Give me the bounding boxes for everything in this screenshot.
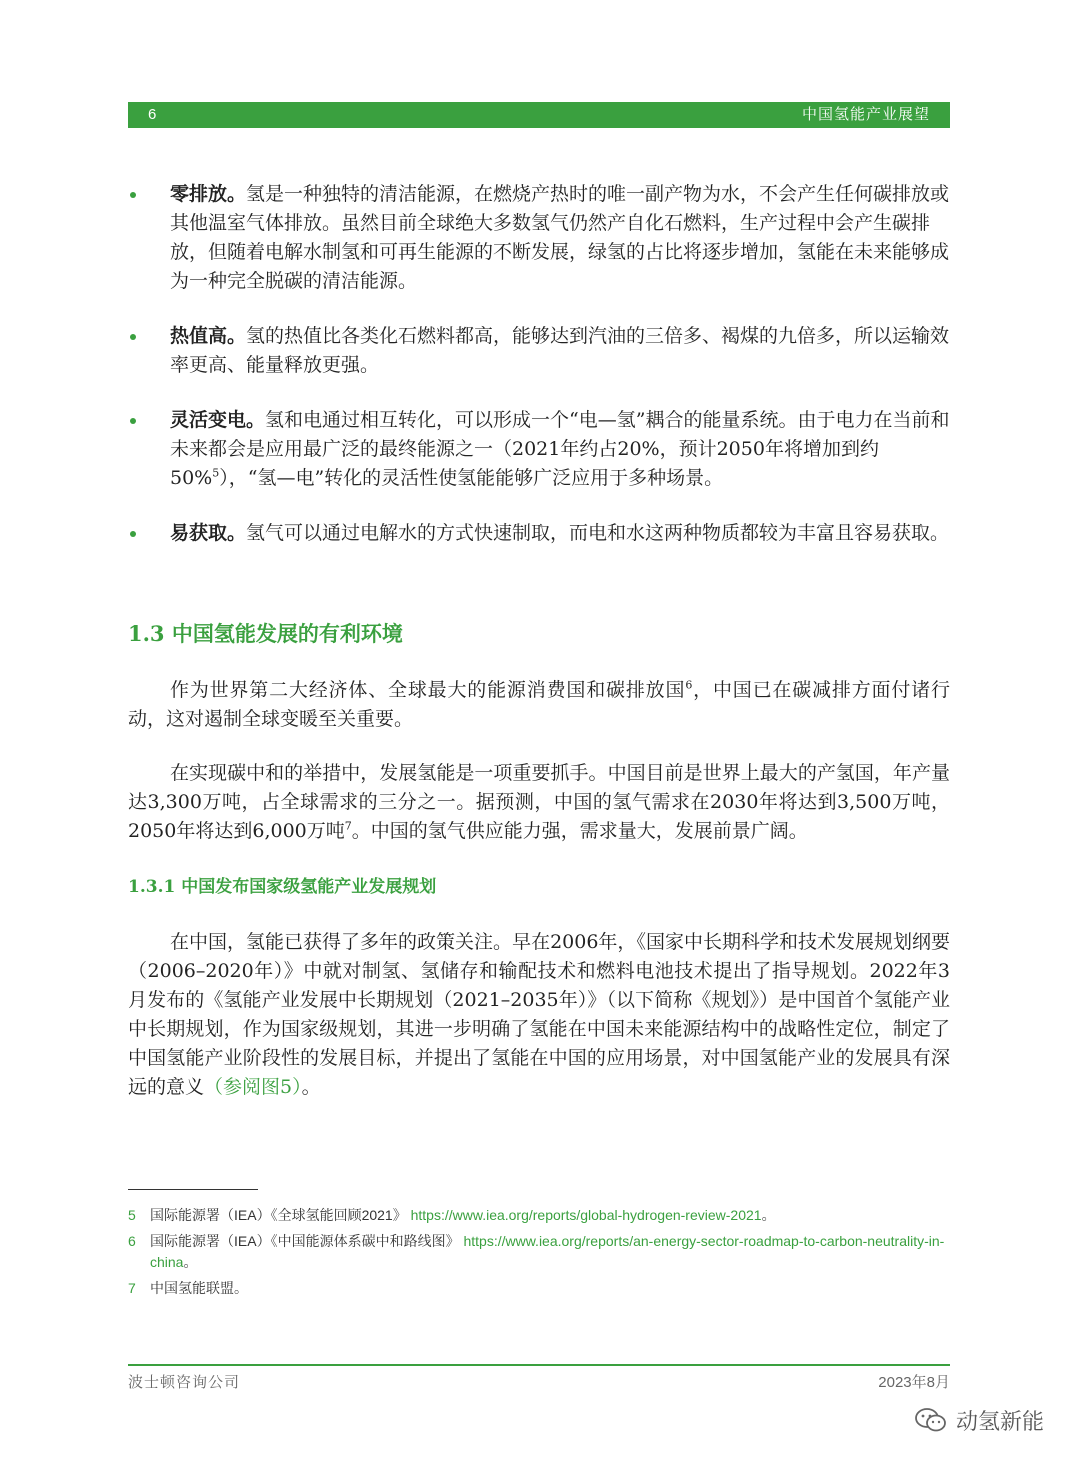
- subsection-heading: 1.3.1 中国发布国家级氢能产业发展规划: [128, 877, 437, 897]
- footnote-number: 6: [128, 1233, 136, 1249]
- footnote-number: 5: [128, 1207, 136, 1223]
- bullet-icon: [130, 418, 136, 424]
- section-heading: 1.3 中国氢能发展的有利环境: [128, 621, 403, 646]
- list-item: [128, 180, 950, 296]
- bullet-term: 易获取。: [170, 522, 247, 544]
- footnote-text: 中国氢能联盟。: [150, 1280, 248, 1296]
- bullet-text-cont: ），“氢—电”转化的灵活性使氢能能够广泛应用于多种场景。: [219, 467, 724, 489]
- footnote-text: 国际能源署（IEA）《中国能源体系碳中和路线图》: [150, 1233, 460, 1249]
- feature-bullet-list: [128, 180, 950, 574]
- wechat-icon: [914, 1406, 948, 1434]
- page-number: 6: [148, 106, 157, 123]
- bullet-text: 氢气可以通过电解水的方式快速制取，而电和水这两种物质都较为丰富且容易获取。: [246, 522, 950, 544]
- footnote-divider: [128, 1189, 258, 1190]
- bullet-icon: [130, 192, 136, 198]
- footnote-url[interactable]: https://www.iea.org/reports/global-hydrogen-review-2021: [410, 1207, 762, 1223]
- paragraph-text-end: 。: [301, 1076, 321, 1098]
- footnote-ref[interactable]: 6: [685, 678, 693, 692]
- running-title: 中国氢能产业展望: [801, 106, 930, 123]
- bullet-text: 氢是一种独特的清洁能源，在燃烧产热时的唯一副产物为水，不会产生任何碳排放或其他温室气体排放。虽然目前全球绝大多数氢气仍然产自化石燃料，生产过程中会产生碳排放，但随着电解水制氢和可再生能源的不断发展，绿氢的占比将逐步增加，氢能在未来能够成为一种完全脱碳的清洁能源。: [170, 183, 950, 292]
- bullet-icon: [130, 334, 136, 340]
- footnote-ref[interactable]: 7: [344, 819, 352, 833]
- paragraph: [128, 928, 950, 1102]
- bullet-text: 氢和电通过相互转化，可以形成一个“电—氢”耦合的能量系统。由于电力在当前和未来都会是应用最广泛的最终能源之一（2021年约占20%，预计2050年将增加到约50%: [170, 409, 950, 489]
- paragraph-text: 在中国，氢能已获得了多年的政策关注。早在2006年，《国家中长期科学和技术发展规划纲要（2006–2020年）》中就对制氢、氢储存和输配技术和燃料电池技术提出了指导规划。2022年3月发布的《氢能产业发展中长期规划（2021–2035年）》（以下简称《规划》）是中国首个氢能产业中长期规划，作为国家级规划，其进一步明确了氢能在中国未来能源结构中的战略性定位，制定了中国氢能产业阶段性的发展目标，并提出了氢能在中国的应用场景，对中国氢能产业的发展具有深远的意义: [128, 931, 950, 1098]
- footnote: [128, 1205, 950, 1226]
- list-item: [128, 322, 950, 380]
- footer-publisher: 波士顿咨询公司: [128, 1374, 241, 1391]
- paragraph-text: 在实现碳中和的举措中，发展氢能是一项重要抓手。中国目前是世界上最大的产氢国，年产量达3,300万吨，占全球需求的三分之一。据预测，中国的氢气需求在2030年将达到3,500万吨，2050年将达到6,000万吨: [128, 762, 950, 842]
- bullet-term: 热值高。: [170, 325, 247, 347]
- footnote-end: 。: [761, 1207, 776, 1223]
- footnote-url[interactable]: https://www.iea.org/reports/an-energy-sector-roadmap-to-carbon-neutrality-in-china: [150, 1233, 945, 1270]
- footer-divider: [128, 1364, 950, 1366]
- list-item: [128, 406, 950, 493]
- watermark: [914, 1402, 1044, 1438]
- watermark-text: 动氢新能: [955, 1408, 1044, 1434]
- footnote: [128, 1278, 950, 1299]
- footnotes: [128, 1205, 950, 1304]
- bullet-term: 灵活变电。: [170, 409, 266, 431]
- paragraph: [128, 759, 950, 846]
- figure-reference-link[interactable]: （参阅图5）: [204, 1076, 302, 1098]
- paragraph-text-cont: ，中国已在碳减排方面付诸行动，这对遏制全球变暖至关重要。: [128, 679, 950, 730]
- footer-date: 2023年8月: [878, 1374, 950, 1391]
- paragraph-text-cont: 。中国的氢气供应能力强，需求量大，发展前景广阔。: [351, 820, 808, 842]
- paragraph: [128, 676, 950, 734]
- footnote-number: 7: [128, 1280, 136, 1296]
- footnote-ref[interactable]: 5: [212, 466, 220, 480]
- bullet-text: 氢的热值比各类化石燃料都高，能够达到汽油的三倍多、褐煤的九倍多，所以运输效率更高、能量释放更强。: [170, 325, 950, 376]
- footnote-end: 。: [183, 1254, 198, 1270]
- bullet-icon: [130, 531, 136, 537]
- bullet-term: 零排放。: [170, 183, 247, 205]
- page-header-bar: [128, 102, 950, 128]
- footnote: [128, 1231, 950, 1273]
- paragraph-text: 作为世界第二大经济体、全球最大的能源消费国和碳排放国: [170, 679, 686, 701]
- list-item: [128, 519, 950, 548]
- footnote-text: 国际能源署（IEA）《全球氢能回顾2021》: [150, 1207, 407, 1223]
